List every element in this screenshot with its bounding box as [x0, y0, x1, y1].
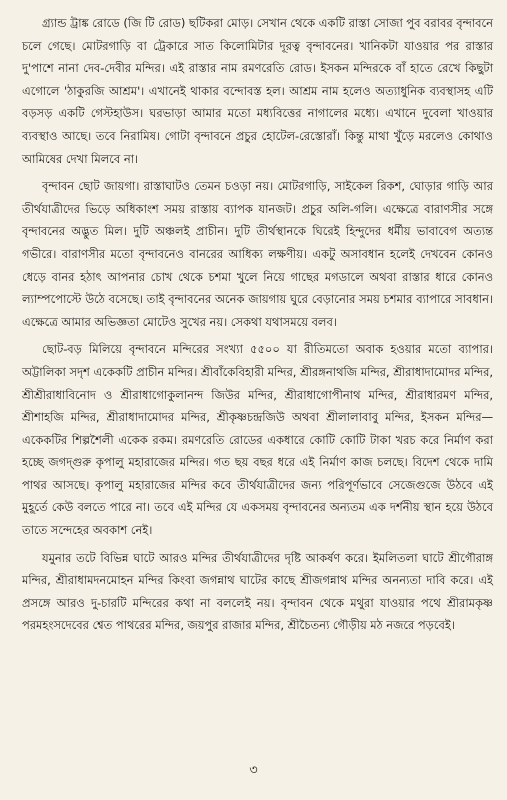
paragraph-1: গ্র্যান্ড ট্রাঙ্ক রোডে (জি টি রোড) ছটিকরা মোড়। সেখান থেকে একটি রাস্তা সোজা পুব বরাবর বৃন্দাবনে চলে গেছে। মোটরগাড়ি বা ট্রেকারে সাত কিলোমিটার দূরত্ব বৃন্দাবনের। খানিকটা যাওয়ার পর রাস্তার দু'পাশে নানা দেব-দেবীর মন্দির। এই রাস্তার নাম রমণরেতি রোড। ইসকন মন্দিরকে বাঁ হাতে রেখে কিছুটা এগোলে 'ঠাকুরজি আশ্রম'। এখানেই থাকার বন্দোবস্ত হল। আশ্রম নাম হলেও অত্যাধুনিক ব্যবস্থাসহ এটি বড়সড় একটি গেস্টহাউস। ঘরভাড়া আমার মতো মধ্যবিত্তের নাগালের মধ্যে। এখানে দুবেলা খাওয়ার ব্যবস্থাও আছে। তবে নিরামিষ। গোটা বৃন্দাবনে প্রচুর হোটেল-রেস্তোরাঁ। কিন্তু মাথা খুঁড়ে মরলেও কোথাও আমিষের দেখা মিলবে না। [22, 16, 493, 166]
paragraph-4: যমুনার তটে বিভিন্ন ঘাটে আরও মন্দির তীর্থযাত্রীদের দৃষ্টি আকর্ষণ করে। ইমলিতলা ঘাটে শ্রীগৌরাঙ্গ মন্দির, শ্রীরাধামদনমোহন মন্দির কিংবা জগন্নাথ ঘাটের কাছে শ্রীজগন্নাথ মন্দির অনন্যতা দাবি করে। এই প্রসঙ্গে আরও দু-চারটি মন্দিরের কথা না বললেই নয়। বৃন্দাবন থেকে মথুরা যাওয়ার পথে শ্রীরামকৃষ্ণ পরমহংসদেবের শ্বেত পাথরের মন্দির, জয়পুর রাজার মন্দির, শ্রীচৈতন্য গৌড়ীয় মঠ নজরে পড়বেই। [22, 550, 493, 633]
page-number: ৩ [249, 763, 258, 778]
paragraph-3: ছোট-বড় মিলিয়ে বৃন্দাবনে মন্দিরের সংখ্যা ৫৫০০ যা রীতিমতো অবাক হওয়ার মতো ব্যাপার। অট্টালিকা সদৃশ একেকটি প্রাচীন মন্দির। শ্রীবাঁকেবিহারী মন্দির, শ্রীরঙ্গনাথজি মন্দির, শ্রীরাধাদামোদর মন্দির, শ্রীশ্রীরাধাবিনোদ ও শ্রীরাধাগোকুলানন্দ জিউর মন্দির, শ্রীরাধাগোপীনাথ মন্দির, শ্রীরাধারমণ মন্দির, শ্রীশাহজি মন্দির, শ্রীরাধাদামোদর মন্দির, শ্রীকৃষ্ণচন্দ্রজিউ অথবা শ্রীলালাবাবু মন্দির, ইসকন মন্দির— একেকটির শিল্পশৈলী একেক রকম। রমণরেতি রোডের একধারে কোটি কোটি টাকা খরচ করে নির্মাণ করা হচ্ছে জগদ্গুরু কৃপালু মহারাজের মন্দির। গত ছয় বছর ধরে এই নির্মাণ কাজ চলছে। বিদেশ থেকে দামি পাথর আসছে। কৃপালু মহারাজের মন্দির কবে তীর্থযাত্রীদের জন্য পরিপূর্ণভাবে সেজেগুজে উঠবে এই মুহূর্তে কেউ বলতে পারে না। তবে এই মন্দির যে একসময় বৃন্দাবনের অন্যতম এক দর্শনীয় স্থান হয়ে উঠবে তাতে সন্দেহের অবকাশ নেই। [22, 342, 493, 538]
paragraph-2: বৃন্দাবন ছোট জায়গা। রাস্তাঘাটও তেমন চওড়া নয়। মোটরগাড়ি, সাইকেল রিকশ, ঘোড়ার গাড়ি আর তীর্থযাত্রীদের ভিড়ে অধিকাংশ সময় রাস্তায় ব্যাপক যানজট। প্রচুর অলি-গলি। এক্ষেত্রে বারাণসীর সঙ্গে বৃন্দাবনের অদ্ভুত মিল। দুটি অঞ্চলই প্রাচীন। দুটি তীর্থস্থানকে ঘিরেই হিন্দুদের ধর্মীয় ভাবাবেগ অত্যন্ত গভীরে। বারাণসীর মতো বৃন্দাবনেও বানরের আধিক্য লক্ষণীয়। একটু অসাবধান হলেই দেখবেন কোনও ধেড়ে বানর হঠাৎ আপনার চোখ থেকে চশমা খুলে নিয়ে গাছের মগডালে অথবা রাস্তার ধারে কোনও ল্যাম্পপোস্টে উঠে বসেছে। তাই বৃন্দাবনের অনেক জায়গায় ঘুরে বেড়ানোর সময় চশমার ব্যাপারে সাবধান। এক্ষেত্রে আমার অভিজ্ঞতা মোটেও সুখের নয়। সেকথা যথাসময়ে বলব। [22, 179, 493, 329]
